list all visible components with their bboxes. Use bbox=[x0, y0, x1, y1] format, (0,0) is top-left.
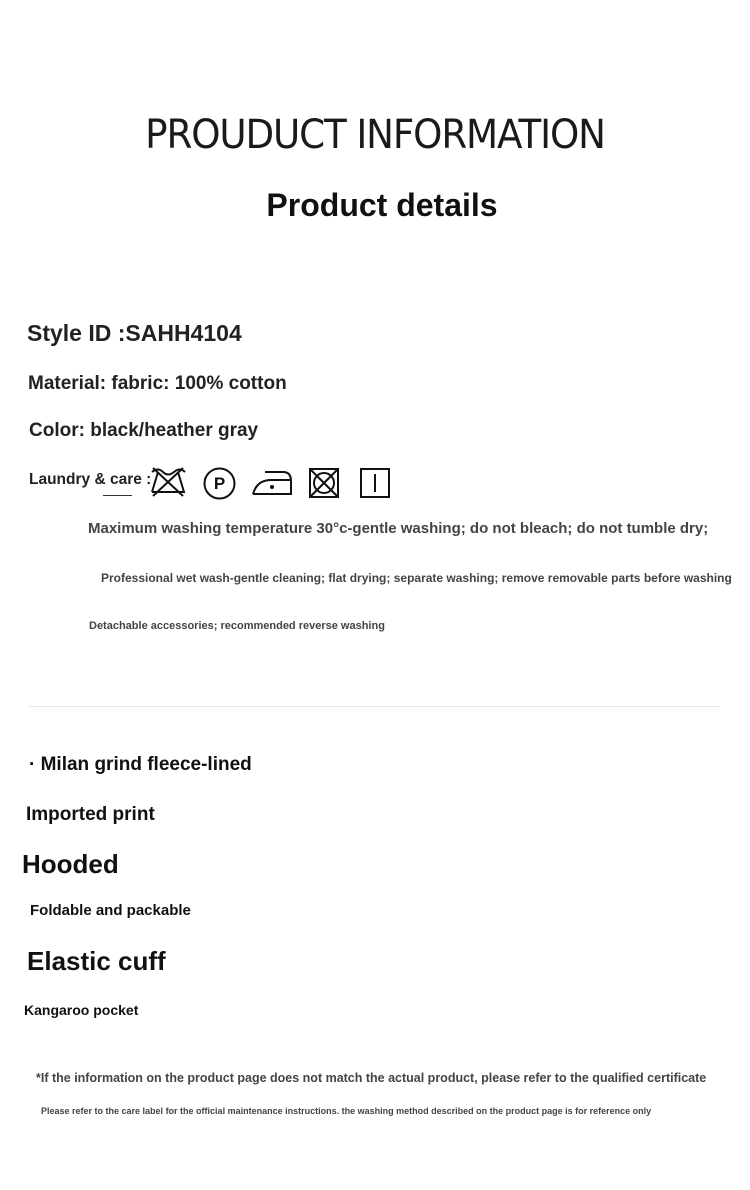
page-heading: PROUDUCT INFORMATION bbox=[145, 112, 605, 158]
feature-item: Imported print bbox=[26, 804, 155, 825]
feature-item: · Milan grind fleece-lined bbox=[29, 754, 252, 775]
disclaimer-note: Please refer to the care label for the official maintenance instructions. the washing method described on the product page is for reference only bbox=[41, 1106, 652, 1116]
care-note: Professional wet wash-gentle cleaning; flat drying; separate washing; remove removable parts before washing bbox=[101, 571, 732, 585]
style-id: Style ID :SAHH4104 bbox=[27, 320, 242, 346]
do-not-tumble-dry-icon bbox=[308, 467, 340, 499]
feature-item: Foldable and packable bbox=[30, 902, 191, 919]
svg-text:P: P bbox=[213, 474, 226, 493]
iron-low-heat-icon bbox=[251, 468, 293, 498]
laundry-underline bbox=[103, 495, 132, 496]
feature-item: Hooded bbox=[22, 849, 119, 879]
care-note: Detachable accessories; recommended reverse washing bbox=[89, 620, 385, 632]
laundry-care-label: Laundry & care : bbox=[29, 471, 152, 488]
professional-dry-clean-p-icon bbox=[203, 467, 236, 500]
product-details-subheading: Product details bbox=[266, 187, 498, 223]
care-note: Maximum washing temperature 30°c-gentle washing; do not bleach; do not tumble dry; bbox=[88, 520, 709, 537]
feature-item: Elastic cuff bbox=[27, 946, 166, 976]
disclaimer-note: *If the information on the product page does not match the actual product, please refer to the qualified certificate bbox=[36, 1071, 707, 1085]
do-not-wash-icon bbox=[148, 464, 188, 500]
dry-flat-icon bbox=[359, 467, 391, 499]
section-divider bbox=[29, 706, 720, 707]
color: Color: black/heather gray bbox=[29, 420, 259, 441]
material: Material: fabric: 100% cotton bbox=[28, 373, 287, 394]
feature-item: Kangaroo pocket bbox=[24, 1002, 139, 1018]
